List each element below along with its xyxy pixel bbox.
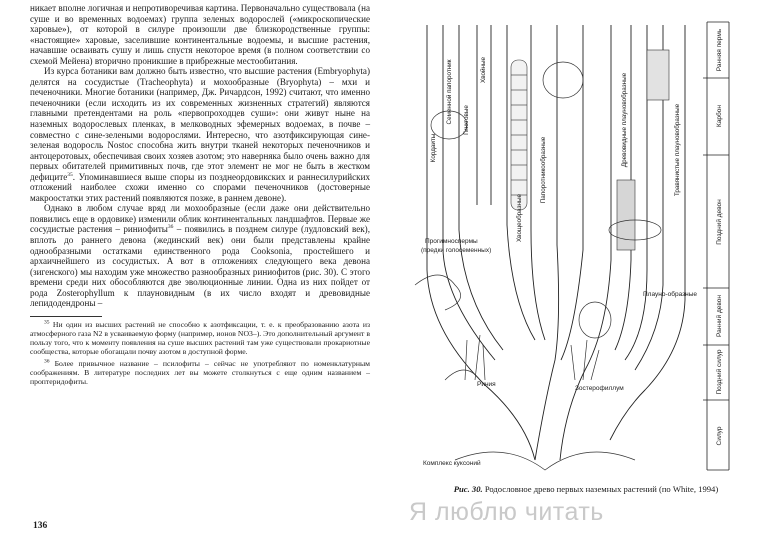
figure-caption <box>436 484 736 495</box>
label-seed-fern: Семенной папоротник <box>446 59 453 125</box>
paragraph-3-text: Однако в любом случае вряд ли мохообразные (если даже они действительно появились еще в ордовике) изменили облик континентальных ландшафтов. Первые же сосудистые растения – риниофиты <box>30 203 370 235</box>
left-text-column <box>30 3 370 387</box>
age-silurian: Силур <box>716 426 723 446</box>
label-ginkgo: Гинкговые <box>463 105 470 135</box>
label-progymnosperms: Прогимноспермы <box>425 238 478 245</box>
footnote-36 <box>30 359 370 386</box>
footnote-35-text: Ни один из высших растений не способно к азотфиксации, т. е. к преобразованию азота из атмосферного газа N2 в усваиваемую форму (например, ионов NO3–). Это дополнительный аргумент в пользу того, что к моменту появления на суше высших растений там уже существовали прокариотные сообщества, которые обогащали почву азотом в доступной форме. <box>30 319 371 357</box>
right-page <box>385 0 771 538</box>
time-scale <box>703 22 729 470</box>
phylogeny-figure <box>385 0 771 480</box>
paragraph-3 <box>30 203 370 308</box>
label-conifers: Хвойные <box>480 57 487 83</box>
age-late-devonian: Поздний девон <box>716 199 723 245</box>
footnote-35-number: 35 <box>44 319 50 326</box>
label-ferns: Папоротникообразные <box>540 136 547 204</box>
figure-caption-text: Родословное древо первых наземных растений (по White, 1994) <box>484 484 719 494</box>
label-horsetails: Хвощеобразные <box>516 193 523 243</box>
age-early-permian: Ранняя пермь <box>716 28 723 72</box>
paragraph-1: никает вполне логичная и непротиворечивая картина. Первоначально существовала (на суше и во временных водоемах) группа зеленых водорослей («микроскопические харовые»), от которой в силуре произошли две близкородственные группы: «настоящие» харовые, заселившие континентальные водоемы, и высшие растения, начавшие осваивать сушу и лишь спустя некоторое время (в полном соответствии со схемой Мейена) вторично проникшие в прибрежные местообитания. <box>30 3 370 66</box>
age-carboniferous: Карбон <box>716 105 723 127</box>
label-cordaites: Кордаиты <box>430 133 437 163</box>
footnote-36-number: 36 <box>44 358 50 365</box>
label-zosterophyllum: Зостерофиллум <box>575 385 624 392</box>
page-number: 136 <box>33 521 48 531</box>
footnote-mark-36: 36 <box>167 224 174 231</box>
age-late-silurian: Поздний силур <box>716 349 723 395</box>
horsetail-stem-illustration <box>511 60 527 210</box>
label-tree-lycopsids: Древовидные плауновобразные <box>621 72 628 168</box>
figure-caption-number: Рис. 30. <box>453 484 483 494</box>
left-page <box>0 0 385 538</box>
label-cooksonia-complex: Комплекс куксоний <box>423 460 481 467</box>
age-early-devonian: Ранний девон <box>716 295 723 337</box>
paragraph-2: Из курса ботаники вам должно быть известно, что высшие растения (Embryophyta) делятся на сосудистые (Tracheophyta) и мохообразные (Bryophyta) – мхи и печеночники. Многие ботаники (например, Дж. Ричардсон, 1992) считают, что именно печеночники (если исходить из их современных жизненных стратегий) являются главными претендентами на роль «первопроходцев суши»: они живут ныне на наземных водорослевых пленках, в мелководных эфемерных водоемах, в почве – совместно с сине-зелеными водорослями. Интересно, что азотфиксирующая сине-зеленая водоросль Nostoc способна жить внутри тканей некоторых печеночников и антоцеротовых, обеспечивая своих хозяев азотом; это наверняка было очень важно для первых обитателей примитивных почв, где этот элемент не мог не быть в жестком дефиците$^{35}$. Упоминавшиеся выше споры из позднеордовикских и раннесилурийских отложений наиболее схожи именно со спорами печеночников (достоверные макроостатки этих растений появляются позже, в раннем девоне). <box>30 66 371 203</box>
footnote-mark-35: 35 <box>67 171 73 178</box>
label-progymnosperms-sub: (предки голосеменных) <box>421 247 492 254</box>
paragraph-2-text: Из курса ботаники вам должно быть известно, что высшие растения (Embryophyta) делятся на сосудистые (Tracheophyta) и мохообразные (Bryophyta) – мхи и печеночники. Многие ботаники (например, Дж. Ричардсон, 1992) считают, что именно печеночники (если исходить из их современных жизненных стратегий) являются главными претендентами на роль «первопроходцев суши»: они живут ныне на наземных водорослевых пленках, в мелководных эфемерных водоемах, в почве – совместно с сине-зелеными водорослями. Интересно, что азотфиксирующая сине-зеленая водоросль Nostoc способна жить внутри тканей некоторых печеночников и антоцеротовых, обеспечивая своих хозяев азотом; это наверняка было очень важно для первых обитателей примитивных почв, где этот элемент не мог не быть в жестком дефиците <box>30 66 370 182</box>
early-plants <box>455 335 635 470</box>
footnote-divider <box>30 316 102 317</box>
label-rhynia: Риния <box>477 381 496 388</box>
paragraph-2-tail: Упоминавшиеся выше споры из позднеордовикских и раннесилурийских отложений наиболее схожи именно со спорами печеночников (достоверные макроостатки этих растений появляются позже, в раннем девоне). <box>30 171 371 203</box>
footnote-36-text: Более привычное название – псилофиты – сейчас не употребляют по номенклатурным соображениям. В литературе последних лет вы можете столкнуться с еще одним названием – проптеридофиты. <box>30 359 370 387</box>
watermark-text: Я люблю читать <box>409 498 604 526</box>
paragraph-3-tail: – появились в позднем силуре (лудловский век), вплоть до раннего девона (жединский век) они были представлены крайне однообразными остатками единственного рода Cooksonia, простейшего и архаичнейшего из сосудистых. А вот в отложениях следующего века девона (зигенского) мы находим уже множество разнообразных риниофитов (рис. 30). С этого времени среди них обособляются две эволюционные линии. Одна из них пойдет от рода Zosterophyllum к плауновидным (в их число входят и древовидные лепидодендроны – <box>30 224 370 309</box>
label-lycopsids-branch: Плауно-образные <box>643 291 697 298</box>
label-herbaceous-lycopsids: Травянистые плауновобразные <box>674 103 681 197</box>
footnote-35 <box>30 320 370 356</box>
